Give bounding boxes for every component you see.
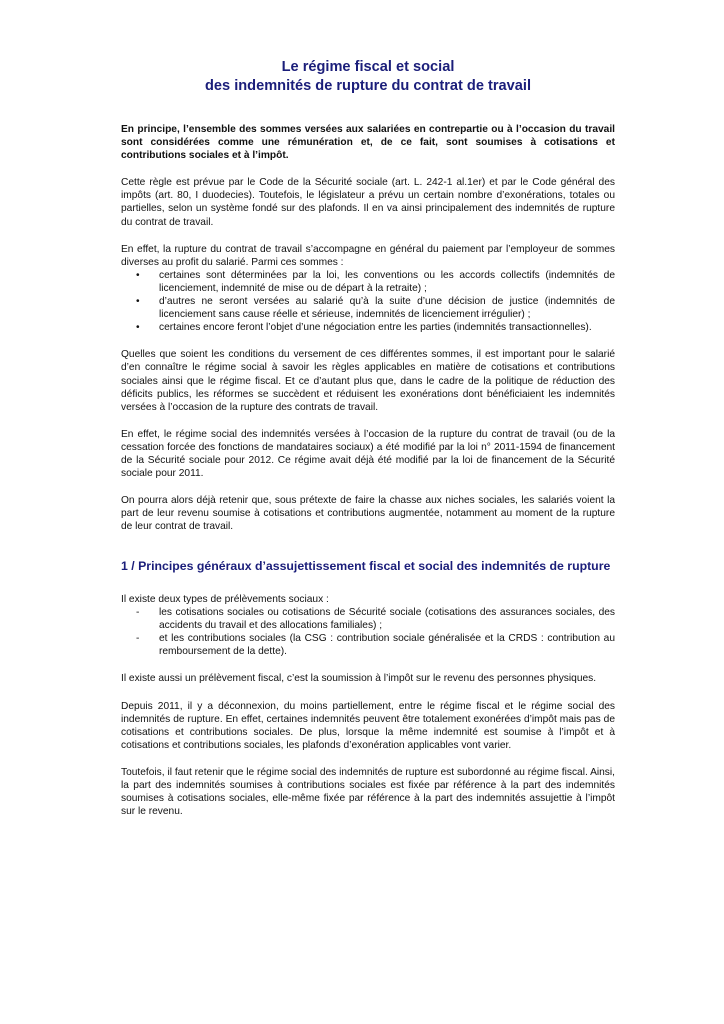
bullet-list-sums [121,269,615,334]
list-item-text: les cotisations sociales ou cotisations de Sécurité sociale (cotisations des assurances sociales, des accidents du travail et des allocations familiales) ; [159,607,615,632]
paragraph-subordination: Toutefois, il faut retenir que le régime social des indemnités de rupture est subordonné au régime fiscal. Ainsi, la part des indemnités soumises à contributions sociales est fixée par référence à la part des indemnités soumises à cotisations sociales, elle-même fixée par référence à la part des indemnités assujettie à l’impôt sur le revenu. [121,766,615,818]
list-item [121,321,615,334]
document-title [121,58,615,96]
list-item [121,269,615,295]
intro-paragraph: En principe, l’ensemble des sommes versées aux salariées en contrepartie ou à l’occasion du travail sont considérées comme une rémunération et, de ce fait, sont soumises à cotisations et contributions sociales et à l’impôt. [121,124,615,162]
title-line-2: des indemnités de rupture du contrat de travail [205,78,531,94]
list-item [121,295,615,321]
paragraph-levy-types: Il existe deux types de prélèvements sociaux : [121,593,329,605]
document-page [121,58,615,832]
paragraph-conclusion: On pourra alors déjà retenir que, sous prétexte de faire la chasse aux niches sociales, les salariés voient la part de leur revenu soumise à cotisations et contributions augmentée, notamment au moment de la rupture de leur contrat de travail. [121,495,615,533]
bullet-icon: • [136,269,140,281]
list-item-text: d’autres ne seront versées au salarié qu’à la suite d’une décision de justice (indemnités de licenciement sans cause réelle et sérieuse, indemnités de licenciement irrégulier) ; [159,296,615,321]
paragraph-legal-basis: Cette règle est prévue par le Code de la Sécurité sociale (art. L. 242-1 al.1er) et par le Code général des impôts (art. 80, I duodecies). Toutefois, le législateur a prévu un certain nombre d’exonérations, totales ou partielles, selon un système fondé sur des plafonds. Il en va ainsi principalement des indemnités de rupture du contrat de travail. [121,177,615,228]
section-heading-1: 1 / Principes généraux d’assujettissement fiscal et social des indemnités de rupture [121,559,611,574]
paragraph-fiscal-levy: Il existe aussi un prélèvement fiscal, c’est la soumission à l’impôt sur le revenu des personnes physiques. [121,673,597,685]
bullet-icon: • [136,322,140,334]
dash-icon: - [136,633,140,645]
title-line-1: Le régime fiscal et social [281,59,455,75]
list-item-text: certaines sont déterminées par la loi, les conventions ou les accords collectifs (indemnités de licenciement, indemnité de mise ou de départ à la retraite) ; [159,269,615,294]
list-item-text: et les contributions sociales (la CSG : contribution sociale généralisée et la CRDS : contribution au remboursement de la dette). [159,633,615,658]
dash-icon: - [136,607,140,619]
paragraph-conditions: Quelles que soient les conditions du versement de ces différentes sommes, il est important pour le salarié d’en connaître le régime social à savoir les règles applicables en matière de cotisations et contributions sociales ainsi que le régime fiscal. Et ce d’autant plus que, dans le cadre de la politique de réduction des déficits publics, les réformes se succèdent et réduisent les exonérations dont bénéficiaient les indemnités versées à l’occasion de la rupture des contrats de travail. [121,349,615,413]
list-item [121,632,615,658]
paragraph-disconnection: Depuis 2011, il y a déconnexion, du moins partiellement, entre le régime fiscal et le régime social des indemnités de rupture. En effet, certaines indemnités peuvent être totalement exonérées d’impôt mais pas de cotisations et contributions sociales. De plus, lorsque la même indemnité est soumise à l’impôt et à cotisations et contributions sociales, les plafonds d’exonération applicables vont varier. [121,700,615,751]
dash-list-levies [121,606,615,658]
paragraph-rupture-payment: En effet, la rupture du contrat de travail s’accompagne en général du paiement par l’employeur de sommes diverses au profit du salarié. Parmi ces sommes : [121,243,615,268]
paragraph-social-regime: En effet, le régime social des indemnités versées à l’occasion de la rupture du contrat de travail (ou de la cessation forcée des fonctions de mandataires sociaux) a été modifié par la loi n° 2011-1594 de financement de la Sécurité sociale pour 2012. Ce régime avait déjà été modifié par la loi de financement de la Sécurité sociale pour 2011. [121,428,615,480]
list-item-text: certaines encore feront l’objet d’une négociation entre les parties (indemnités transactionnelles). [159,322,592,334]
list-item [121,606,615,632]
bullet-icon: • [136,296,140,308]
